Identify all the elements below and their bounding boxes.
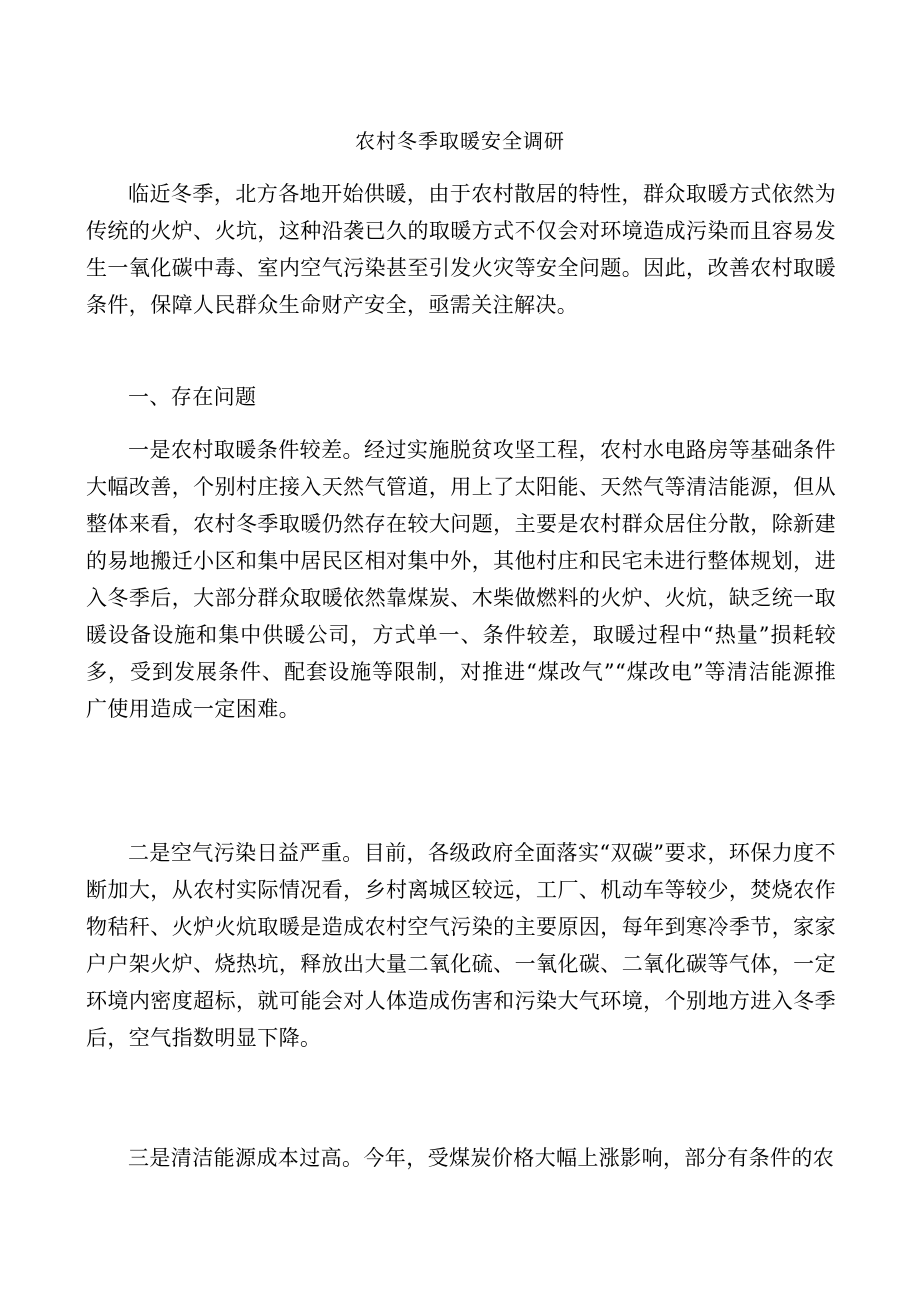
problem-paragraph-1: 一是农村取暖条件较差。经过实施脱贫攻坚工程，农村水电路房等基础条件大幅改善，个别村庄接入天然气管道，用上了太阳能、天然气等清洁能源，但从整体来看，农村冬季取暖仍然存在较大问题，主要是农村群众居住分散，除新建的易地搬迁小区和集中居民区相对集中外，其他村庄和民宅未进行整体规划，进入冬季后，大部分群众取暖依然靠煤炭、木柴做燃料的火炉、火炕，缺乏统一取暖设备设施和集中供暖公司，方式单一、条件较差，取暖过程中“热量”损耗较多，受到发展条件、配套设施等限制，对推进“煤改气”“煤改电”等清洁能源推广使用造成一定困难。 bbox=[86, 438, 836, 721]
section-heading-problems: 一、存在问题 bbox=[128, 385, 257, 409]
problem-paragraph-2: 二是空气污染日益严重。目前，各级政府全面落实“双碳”要求，环保力度不断加大，从农村实际情况看，乡村离城区较远，工厂、机动车等较少，焚烧农作物秸秆、火炉火炕取暖是造成农村空气污染的主要原因，每年到寒冷季节，家家户户架火炉、烧热坑，释放出大量二氧化硫、一氧化碳、二氧化碳等气体，一定环境内密度超标，就可能会对人体造成伤害和污染大气环境，个别地方进入冬季后，空气指数明显下降。 bbox=[86, 841, 836, 1050]
intro-paragraph: 临近冬季，北方各地开始供暖，由于农村散居的特性，群众取暖方式依然为传统的火炉、火坑，这种沿袭已久的取暖方式不仅会对环境造成污染而且容易发生一氧化碳中毒、室内空气污染甚至引发火灾等安全问题。因此，改善农村取暖条件，保障人民群众生命财产安全，亟需关注解决。 bbox=[86, 182, 836, 317]
problem-paragraph-3: 三是清洁能源成本过高。今年，受煤炭价格大幅上涨影响，部分有条件的农 bbox=[128, 1146, 835, 1170]
document-title: 农村冬季取暖安全调研 bbox=[355, 129, 565, 153]
